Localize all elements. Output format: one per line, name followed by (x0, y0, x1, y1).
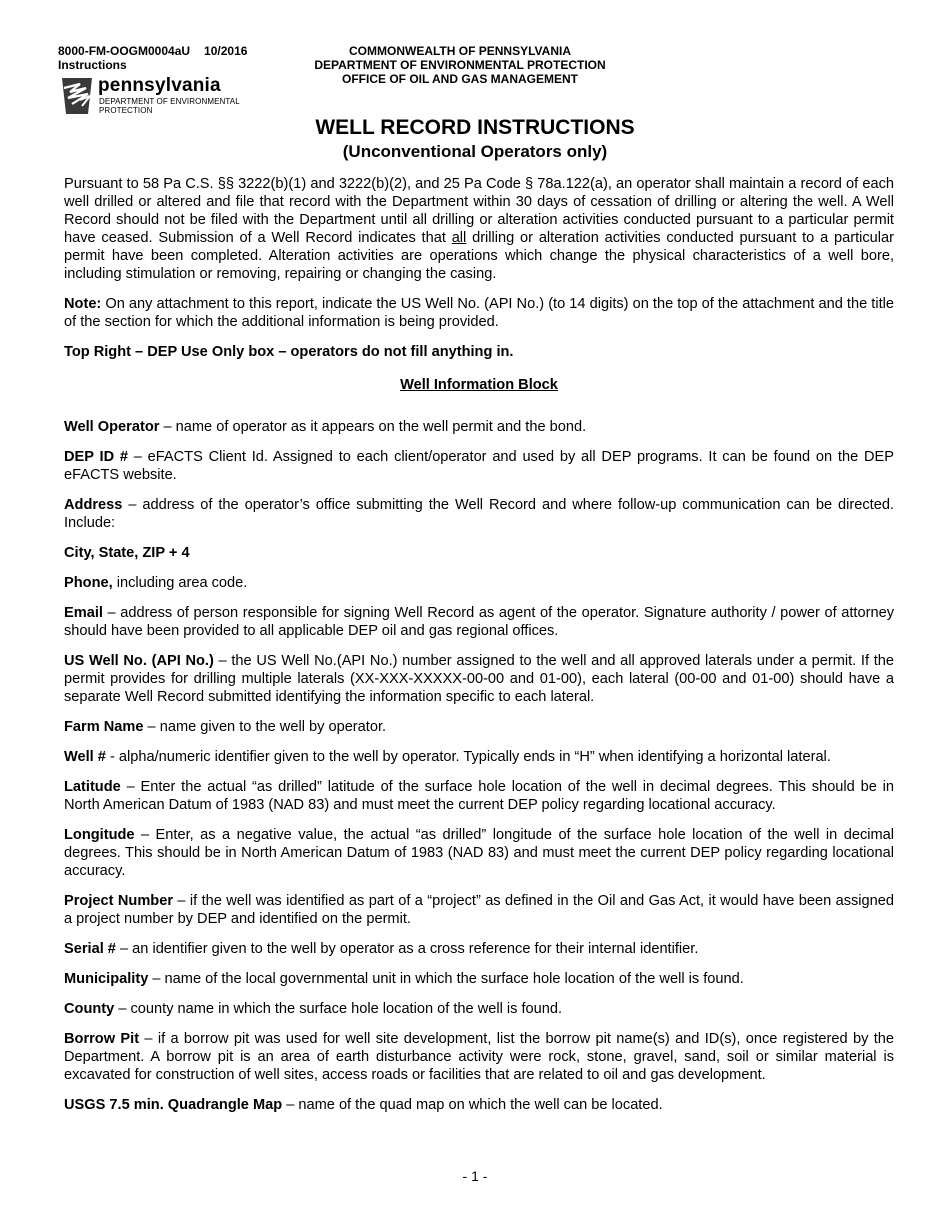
pa-dep-logo (58, 76, 258, 118)
field-latitude: Latitude – Enter the actual “as drilled” latitude of the surface hole location of the well in decimal degrees. This should be in North American Datum of 1983 (NAD 83) and must meet the current DEP policy regarding locational accuracy. (64, 779, 894, 813)
form-number: 8000-FM-OOGM0004aU (58, 44, 191, 58)
field-county: County – county name in which the surface hole location of the well is found. (64, 1001, 563, 1017)
document-title: WELL RECORD INSTRUCTIONS (315, 116, 635, 139)
note-paragraph: Note: On any attachment to this report, indicate the US Well No. (API No.) (to 14 digits) on the top of the attachment and the title of the section for which the additional information is being provided. (64, 296, 894, 330)
agency-line-3: OFFICE OF OIL AND GAS MANAGEMENT (342, 72, 578, 86)
field-well-operator: Well Operator – name of operator as it appears on the well permit and the bond. (64, 419, 587, 435)
field-us-well-no: US Well No. (API No.) – the US Well No.(API No.) number assigned to the well and all approved laterals under a permit. If the permit provides for drilling multiple laterals (XX-XXX-XXXXX-00-00 and 01-00), each lateral (00-00 and 01-00) should have a separate Well Record submitted identifying the information specific to each lateral. (64, 653, 894, 705)
form-type: Instructions (58, 58, 127, 72)
field-phone: Phone, including area code. (64, 575, 248, 591)
document-subtitle: (Unconventional Operators only) (342, 142, 608, 161)
form-header (58, 44, 247, 72)
agency-line-1: COMMONWEALTH OF PENNSYLVANIA (349, 44, 571, 58)
dep-use-only-note: Top Right – DEP Use Only box – operators do not fill anything in. (64, 344, 514, 360)
field-serial-number: Serial # – an identifier given to the well by operator as a cross reference for their internal identifier. (64, 941, 699, 957)
field-farm-name: Farm Name – name given to the well by operator. (64, 719, 387, 735)
field-longitude: Longitude – Enter, as a negative value, the actual “as drilled” longitude of the surface hole location of the well in decimal degrees. This should be in North American Datum of 1983 (NAD 83) and must meet the current DEP policy regarding locational accuracy. (64, 827, 894, 879)
agency-line-2: DEPARTMENT OF ENVIRONMENTAL PROTECTION (314, 58, 606, 72)
section-heading: Well Information Block (400, 377, 558, 393)
field-project-number: Project Number – if the well was identified as part of a “project” as defined in the Oil and Gas Act, it would have been assigned a project number by DEP and identified on the permit. (64, 893, 894, 927)
field-dep-id: DEP ID # – eFACTS Client Id. Assigned to each client/operator and used by all DEP programs. It can be found on the DEP eFACTS website. (64, 449, 894, 483)
field-well-number: Well # - alpha/numeric identifier given to the well by operator. Typically ends in “H” when identifying a horizontal lateral. (64, 749, 831, 765)
agency-header (290, 44, 630, 86)
field-city-state-zip: City, State, ZIP + 4 (64, 545, 190, 561)
field-usgs-quad-map: USGS 7.5 min. Quadrangle Map – name of the quad map on which the well can be located. (64, 1097, 663, 1113)
page-number: - 1 - (462, 1168, 488, 1184)
field-municipality: Municipality – name of the local governmental unit in which the surface hole location of the well is found. (64, 971, 744, 987)
form-date: 10/2016 (204, 44, 248, 58)
document-body (64, 175, 894, 1126)
field-email: Email – address of person responsible for signing Well Record as agent of the operator. Signature authority / power of attorney should have been provided to all applicable DEP oil and gas regional offices. (64, 605, 894, 639)
logo-subline: DEPARTMENT OF ENVIRONMENTAL PROTECTION (99, 97, 240, 115)
logo-wordmark: pennsylvania (98, 75, 221, 96)
form-number-line (58, 44, 247, 58)
keystone-icon (58, 76, 96, 116)
field-borrow-pit: Borrow Pit – if a borrow pit was used for well site development, list the borrow pit name(s) and ID(s), once registered by the Department. A borrow pit is an area of earth disturbance activity were rock, stone, gravel, sand, soil or similar material is excavated for construction of well sites, access roads or facilities that are related to oil and gas development. (64, 1031, 894, 1083)
field-address: Address – address of the operator’s office submitting the Well Record and where follow-up communication can be directed. Include: (64, 497, 894, 531)
intro-paragraph: Pursuant to 58 Pa C.S. §§ 3222(b)(1) and 3222(b)(2), and 25 Pa Code § 78a.122(a), an operator shall maintain a record of each well drilled or altered and file that record with the Department within 30 days of cessation of drilling or altering the well. A Well Record should not be filed with the Department until all drilling or alteration activities conducted pursuant to a particular permit have ceased. Submission of a Well Record indicates that all drilling or alteration activities conducted pursuant to a particular permit have been completed. Alteration activities are operations which change the physical characteristics of a well bore, including stimulation or removing, repairing or changing the casing. (64, 176, 894, 282)
